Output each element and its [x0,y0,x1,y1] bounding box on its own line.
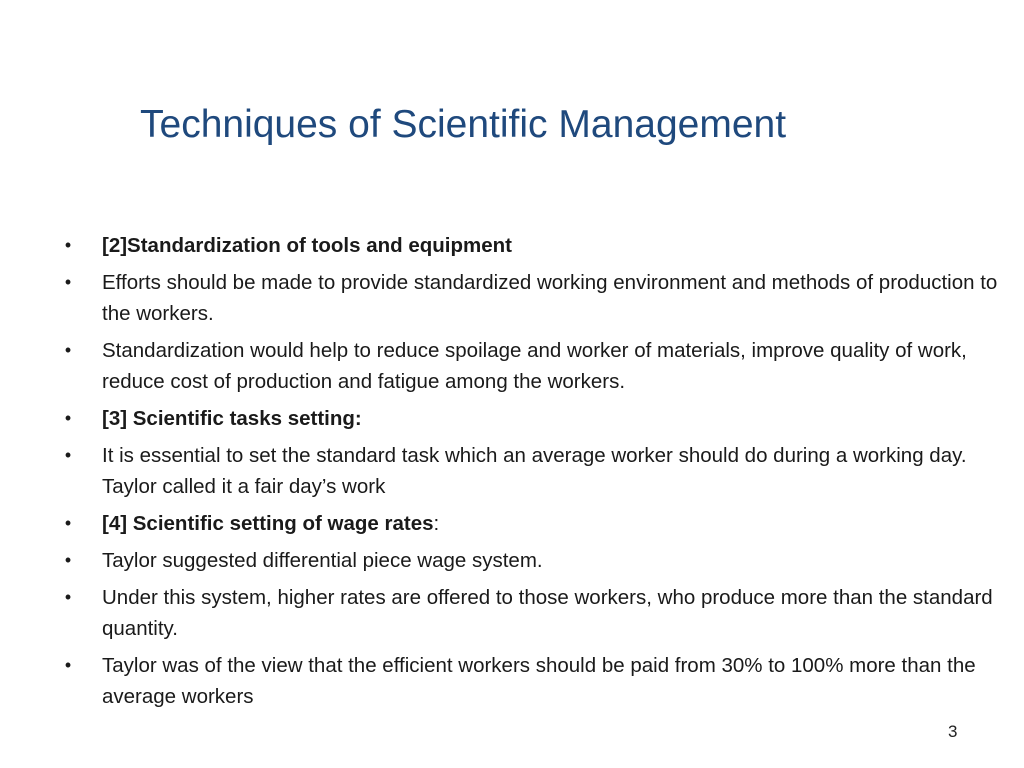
bullet-text: Taylor suggested differential piece wage system. [102,549,543,572]
bullet-icon: • [64,272,72,292]
bullet-text: It is essential to set the standard task which an average worker should do during a working day. Taylor called it a fair day’s work [102,444,967,498]
bullet-item [62,267,1012,329]
bullet-bold-text: [2]Standardization of tools and equipment [102,234,512,257]
bullet-icon: • [64,340,72,360]
bullet-item [62,650,1012,712]
bullet-icon: • [64,550,72,570]
bullet-item [62,403,1012,434]
bullet-text: Standardization would help to reduce spoilage and worker of materials, improve quality of work, reduce cost of production and fatigue among the workers. [102,339,967,393]
bullet-bold-text: [3] Scientific tasks setting: [102,407,362,430]
bullet-item [62,440,1012,502]
page-number: 3 [948,722,958,741]
bullet-icon: • [64,445,72,465]
bullet-list [62,230,1012,718]
bullet-item [62,230,1012,261]
bullet-item [62,508,1012,539]
slide-title: Techniques of Scientific Management [140,103,787,146]
bullet-text: Under this system, higher rates are offered to those workers, who produce more than the standard quantity. [102,586,993,640]
bullet-item [62,335,1012,397]
bullet-icon: • [64,408,72,428]
bullet-icon: • [64,513,72,533]
bullet-item [62,545,1012,576]
bullet-text: : [433,512,440,535]
bullet-icon: • [64,655,72,675]
bullet-text: Taylor was of the view that the efficient workers should be paid from 30% to 100% more than the average workers [102,654,976,708]
bullet-icon: • [64,235,72,255]
bullet-bold-text: [4] Scientific setting of wage rates [102,512,434,535]
bullet-item [62,582,1012,644]
bullet-text: Efforts should be made to provide standardized working environment and methods of production to the workers. [102,271,998,325]
bullet-icon: • [64,587,72,607]
